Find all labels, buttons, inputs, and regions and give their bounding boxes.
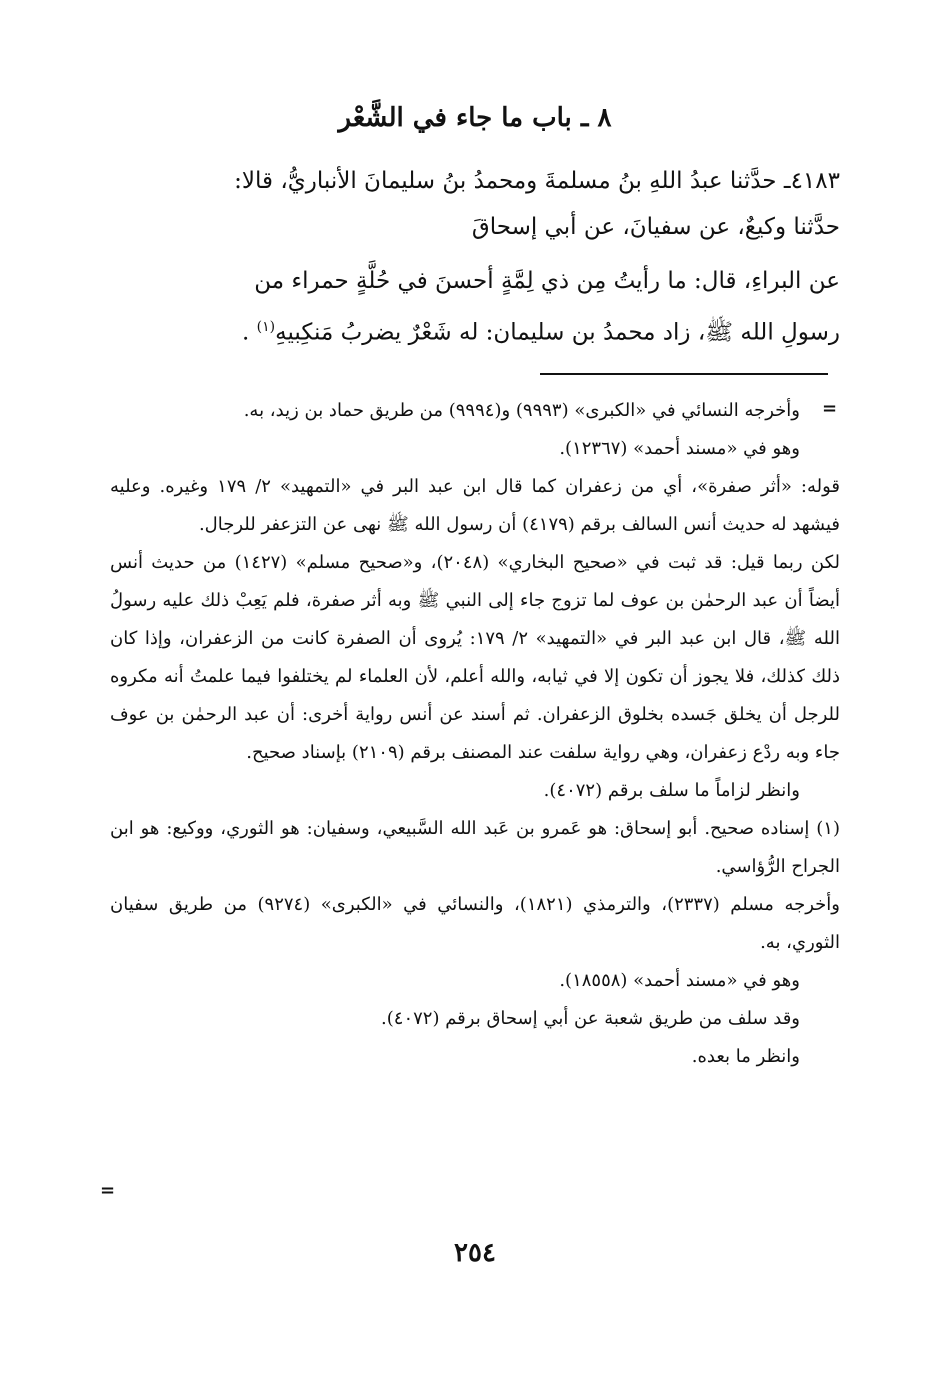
footnote-separator — [540, 373, 828, 375]
hadith-matn — [110, 258, 840, 356]
footnote-current-para: وأخرجه مسلم (٢٣٣٧)، والترمذي (١٨٢١)، والنسائي في «الكبرى» (٩٢٧٤) من طريق سفيان الثوري، به. — [110, 894, 840, 953]
footnote-prev-para: قوله: «أثر صفرة»، أي من زعفران كما قال ابن عبد البر في «التمهيد» ٢/ ١٧٩ وغيره. وعليه فيشهد له حديث أنس السالف برقم (٤١٧٩) أن رسول الله ﷺ نهى عن التزعفر للرجال. — [110, 476, 840, 535]
footnote-current-para: وقد سلف من طريق شعبة عن أبي إسحاق برقم (٤٠٧٢). — [381, 1008, 800, 1029]
footnote-current-para: وانظر ما بعده. — [691, 1046, 800, 1067]
footnote-current-para: وهو في «مسند أحمد» (١٨٥٥٨). — [559, 970, 800, 991]
footnote-prev-para: وهو في «مسند أحمد» (١٢٣٦٧). — [559, 438, 800, 459]
footnote-prev-para: لكن ربما قيل: قد ثبت في «صحيح البخاري» (٢٠٤٨)، و«صحيح مسلم» (١٤٢٧) من حديث أنس أيضاً أن عبد الرحمٰن بن عوف لما تزوج جاء إلى النبي ﷺ وبه أثر صفرة، فلم يَعِبْ ذلك عليه رسولُ الله ﷺ، قال ابن عبد البر في «التمهيد» ٢/ ١٧٩: يُروى أن الصفرة كانت من الزعفران، وإذا كان ذلك كذلك، فلا يجوز أن تكون إلا في ثيابه، والله أعلم، لأن العلماء لم يختلفوا فيما علمتُ أنه مكروه للرجل أن يخلق جَسده بخلوق الزعفران. ثم أسند عن أنس رواية أخرى: أن عبد الرحمٰن بن عوف جاء وبه ردْع زعفران، وهي رواية سلفت عند المصنف برقم (٢١٠٩) بإسناد صحيح. — [110, 552, 840, 763]
isnad-line-1: ٤١٨٣ـ حدَّثنا عبدُ اللهِ بنُ مسلمةَ ومحمدُ بنُ سليمانَ الأنباريُّ، قالا: — [234, 168, 840, 194]
footnote-marker: (١) — [256, 319, 276, 335]
continuation-mark-top: = — [822, 398, 838, 419]
footnote-prev-para: وأخرجه النسائي في «الكبرى» (٩٩٩٣) و(٩٩٩٤) من طريق حماد بن زيد، به. — [243, 400, 800, 421]
footnote-prev-para: وانظر لزاماً ما سلف برقم (٤٠٧٢). — [543, 780, 800, 801]
footnotes — [110, 392, 840, 1076]
matn-line-2-text: رسولِ الله ﷺ، زاد محمدُ بن سليمان: له شَعْرٌ يضربُ مَنكِبيهِ — [275, 319, 840, 346]
hadith-text — [110, 158, 840, 356]
hadith-isnad — [110, 158, 840, 250]
matn-line-2 — [110, 304, 840, 356]
continuation-mark-bottom: = — [100, 1180, 116, 1201]
matn-end: . — [242, 319, 250, 346]
isnad-line-2: حدَّثنا وكيعٌ، عن سفيانَ، عن أبي إسحاقَ — [471, 214, 840, 240]
chapter-title: ٨ ـ باب ما جاء في الشَّعْر — [338, 103, 612, 133]
footnote-current-para: (١) إسناده صحيح. أبو إسحاق: هو عَمرو بن عَبد الله السَّبيعي، وسفيان: هو الثوري، ووكيع: هو ابن الجراح الرُّؤاسي. — [110, 818, 840, 877]
page-number: ٢٥٤ — [454, 1238, 496, 1268]
matn-line-1: عن البراءِ، قال: ما رأيتُ مِن ذي لِمَّةٍ أحسنَ في حُلَّةٍ حمراء من — [254, 268, 840, 294]
